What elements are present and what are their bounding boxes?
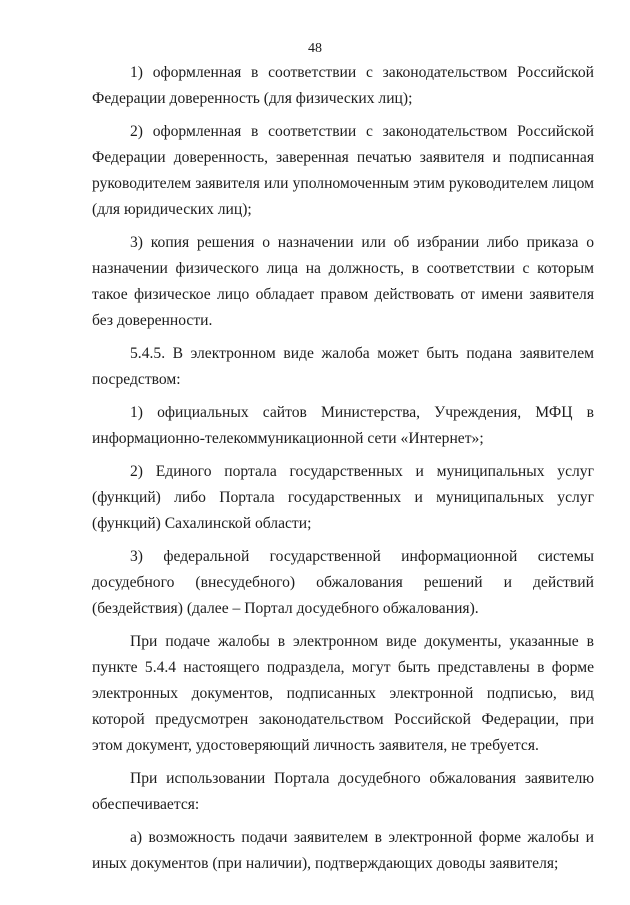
paragraph-item-official-sites: 1) официальных сайтов Министерства, Учреждения, МФЦ в информационно-телекоммуникационной сети «Интернет»;: [92, 404, 594, 447]
paragraph-section-5-4-5: 5.4.5. В электронном виде жалоба может быть подана заявителем посредством:: [92, 345, 594, 388]
paragraph-item-3: 3) копия решения о назначении или об избрании либо приказа о назначении физического лица на должность, в соответствии с которым такое физическое лицо обладает правом действовать от имени заявителя без доверенности.: [92, 234, 594, 329]
paragraph-electronic-submission: При подаче жалобы в электронном виде документы, указанные в пункте 5.4.4 настоящего подраздела, могут быть представлены в форме электронных документов, подписанных электронной подписью, вид которой предусмотрен законодательством Российской Федерации, при этом документ, удостоверяющий личность заявителя, не требуется.: [92, 633, 594, 754]
page-number: 48: [308, 41, 322, 56]
paragraph-item-federal-system: 3) федеральной государственной информационной системы досудебного (внесудебного) обжалования решений и действий (бездействия) (далее – Портал досудебного обжалования).: [92, 548, 594, 617]
paragraph-portal-usage: При использовании Портала досудебного обжалования заявителю обеспечивается:: [92, 770, 594, 813]
paragraph-item-1: 1) оформленная в соответствии с законодательством Российской Федерации доверенность (для физических лиц);: [92, 64, 594, 107]
paragraph-item-unified-portal: 2) Единого портала государственных и муниципальных услуг (функций) либо Портала государственных и муниципальных услуг (функций) Сахалинской области;: [92, 463, 594, 532]
document-body: [92, 60, 594, 884]
paragraph-item-2: 2) оформленная в соответствии с законодательством Российской Федерации доверенность, заверенная печатью заявителя и подписанная руководителем заявителя или уполномоченным этим руководителем лицом (для юридических лиц);: [92, 123, 594, 218]
paragraph-item-a: а) возможность подачи заявителем в электронной форме жалобы и иных документов (при наличии), подтверждающих доводы заявителя;: [92, 829, 594, 872]
